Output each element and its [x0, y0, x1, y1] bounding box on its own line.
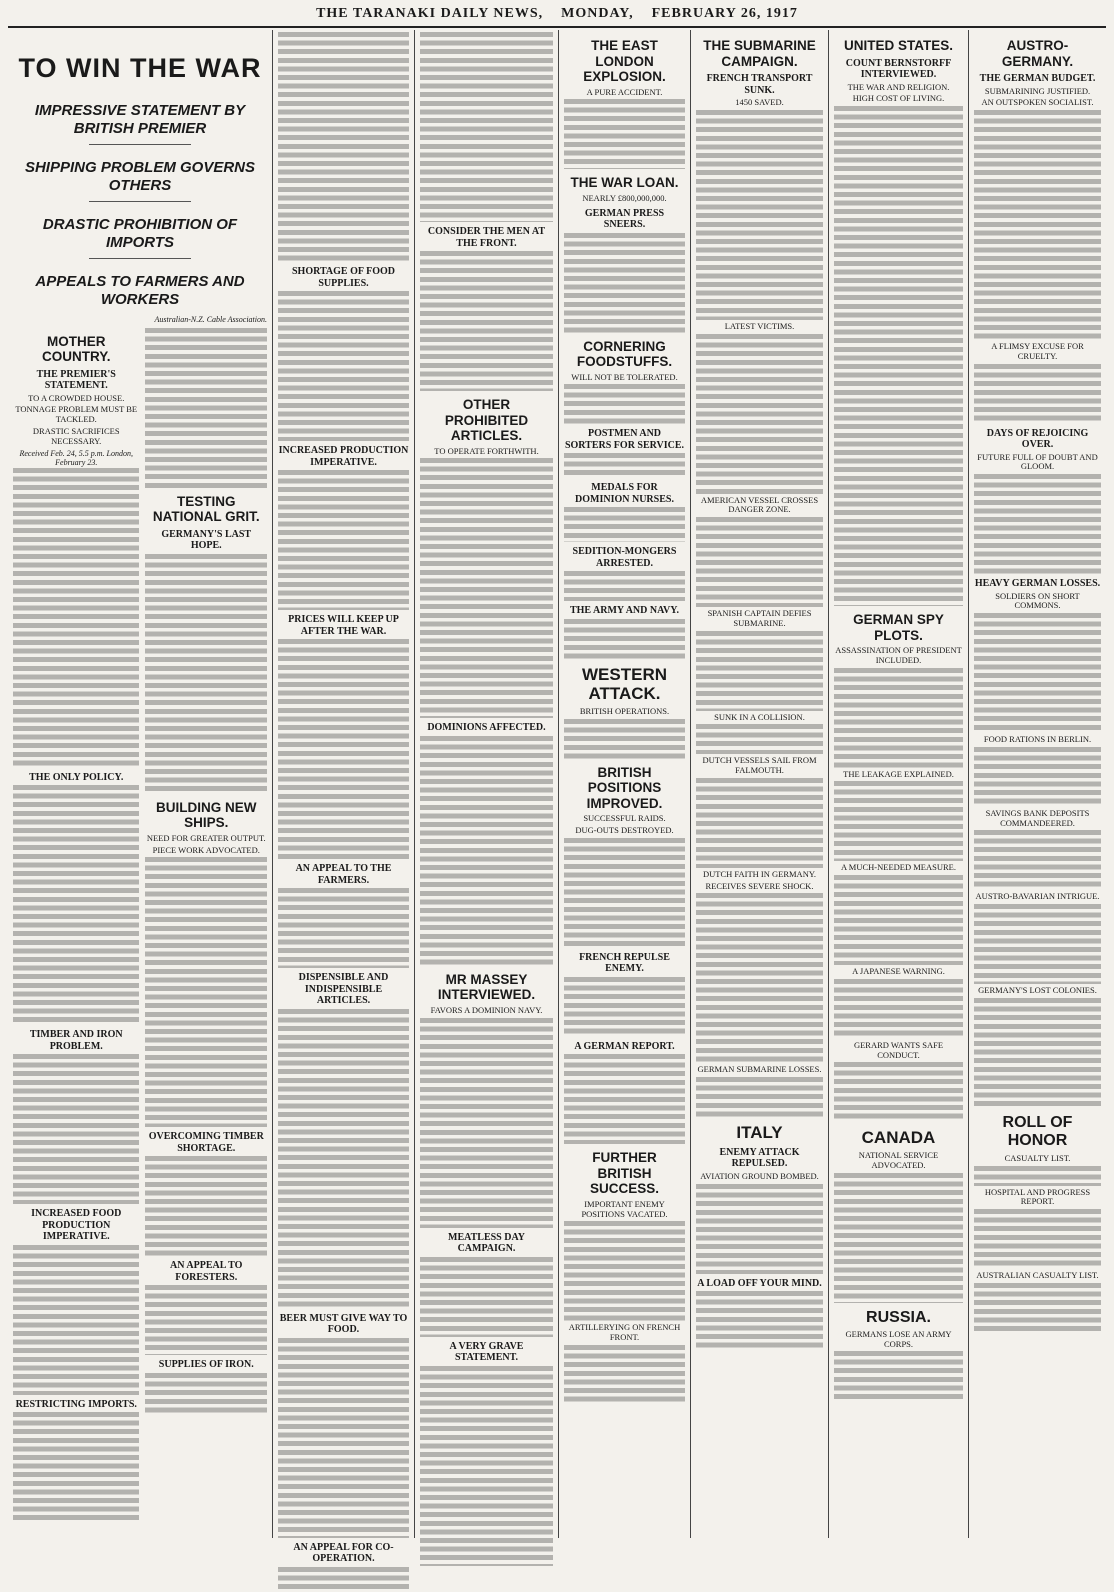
article-body	[696, 1077, 823, 1117]
food-shortage-heading: SHORTAGE OF FOOD SUPPLIES.	[292, 266, 395, 289]
article-body	[834, 106, 963, 606]
article-body	[834, 668, 963, 768]
article-body	[420, 1366, 553, 1566]
roll-of-honor-heading: ROLL OF HONOR	[1002, 1113, 1073, 1150]
article-body	[420, 1018, 553, 1228]
spy-sub-4: A JAPANESE WARNING.	[852, 966, 945, 977]
article-body	[834, 1351, 963, 1401]
meatless-heading: MEATLESS DAY CAMPAIGN.	[448, 1231, 525, 1255]
lead-subhead-4: APPEALS TO FARMERS AND WORKERS	[35, 272, 245, 308]
men-at-front-heading: CONSIDER THE MEN AT THE FRONT.	[427, 226, 546, 249]
losses-sub-3: SAVINGS BANK DEPOSITS COMMANDEERED.	[985, 807, 1090, 828]
mother-country-heading: MOTHER COUNTRY.	[41, 333, 111, 365]
lead-subhead-2: SHIPPING PROBLEM GOVERNS OTHERS	[24, 158, 256, 194]
cornering-sub-1: WILL NOT BE TOLERATED.	[571, 371, 678, 382]
war-loan-sub-1: NEARLY £800,000,000.	[582, 192, 667, 203]
massey-sub: FAVORS A DOMINION NAVY.	[430, 1004, 543, 1015]
article-body	[278, 291, 409, 441]
submarine-sub-6: SUNK IN A COLLISION.	[714, 711, 805, 722]
column-lead-1	[8, 30, 273, 1538]
foresters-heading: AN APPEAL TO FORESTERS.	[170, 1260, 243, 1283]
article-body	[696, 1291, 823, 1351]
losses-sub-4: AUSTRO-BAVARIAN INTRIGUE.	[975, 891, 1100, 902]
positions-sub-2: DUG-OUTS DESTROYED.	[575, 825, 674, 836]
article-body	[564, 507, 685, 542]
column-3	[273, 30, 415, 1564]
us-sub-1: COUNT BERNSTORFF INTERVIEWED.	[845, 57, 952, 81]
cornering-sub-2: POSTMEN AND SORTERS FOR SERVICE.	[564, 428, 685, 451]
war-loan-heading: THE WAR LOAN.	[570, 175, 679, 191]
article-body	[974, 1283, 1101, 1333]
losses-sub-2: FOOD RATIONS IN BERLIN.	[983, 734, 1092, 745]
rejoicing-heading: DAYS OF REJOICING OVER.	[986, 427, 1089, 451]
mother-country-sub-3: TONNAGE PROBLEM MUST BE TACKLED.	[15, 404, 138, 425]
losses-sub-5: GERMANY'S LOST COLONIES.	[978, 985, 1097, 996]
only-policy-heading: THE ONLY POLICY.	[29, 771, 124, 783]
new-ships-sub-2: PIECE WORK ADVOCATED.	[152, 844, 260, 855]
article-body	[834, 1173, 963, 1303]
article-body	[564, 571, 685, 601]
article-body	[696, 110, 823, 320]
timber-shortage-heading: OVERCOMING TIMBER SHORTAGE.	[148, 1131, 264, 1154]
national-grit-sub: GERMANY'S LAST HOPE.	[161, 528, 252, 552]
losses-sub-1: SOLDIERS ON SHORT COMMONS.	[995, 590, 1080, 611]
lead-subhead-3: DRASTIC PROHIBITION OF IMPORTS	[42, 215, 238, 251]
article-body	[145, 857, 267, 1127]
submarine-sub-4: AMERICAN VESSEL CROSSES DANGER ZONE.	[700, 494, 819, 515]
spy-sub-3: A MUCH-NEEDED MEASURE.	[841, 862, 956, 873]
honor-sub-3: AUSTRALIAN CASUALTY LIST.	[976, 1270, 1099, 1281]
submarine-heading: THE SUBMARINE CAMPAIGN.	[703, 38, 816, 69]
column-8	[969, 30, 1106, 1538]
article-body	[145, 1156, 267, 1256]
article-body	[564, 619, 685, 659]
masthead-day: MONDAY,	[561, 6, 634, 21]
mother-country-sub-1: THE PREMIER'S STATEMENT.	[36, 368, 116, 392]
article-body	[834, 1062, 963, 1122]
submarine-sub-1: FRENCH TRANSPORT SUNK.	[706, 73, 813, 96]
canada-heading: CANADA	[861, 1128, 936, 1148]
article-body	[696, 1184, 823, 1274]
article-body	[278, 888, 409, 968]
article-body	[564, 719, 685, 759]
lead-subcol-a	[13, 328, 139, 1522]
cornering-sub-5: THE ARMY AND NAVY.	[569, 605, 680, 617]
article-body	[564, 1221, 685, 1321]
spy-sub-1: ASSASSINATION OF PRESIDENT INCLUDED.	[835, 645, 962, 665]
article-body	[974, 474, 1101, 574]
article-body	[564, 977, 685, 1037]
dispensible-heading: DISPENSIBLE AND INDISPENSIBLE ARTICLES.	[298, 972, 389, 1006]
article-body	[696, 724, 823, 754]
spy-plots-heading: GERMAN SPY PLOTS.	[853, 612, 944, 643]
article-body	[974, 364, 1101, 424]
article-body	[420, 458, 553, 718]
new-ships-sub-1: NEED FOR GREATER OUTPUT.	[146, 832, 266, 843]
farmers-appeal-heading: AN APPEAL TO THE FARMERS.	[295, 863, 392, 886]
article-body	[834, 875, 963, 965]
mother-country-sub-2: TO A CROWDED HOUSE.	[28, 392, 125, 403]
submarine-sub-5: SPANISH CAPTAIN DEFIES SUBMARINE.	[707, 608, 812, 628]
us-heading: UNITED STATES.	[843, 38, 953, 53]
article-body	[145, 328, 267, 488]
explosion-sub: A PURE ACCIDENT.	[586, 86, 663, 97]
article-body	[564, 233, 685, 333]
article-body	[974, 613, 1101, 733]
article-body	[974, 998, 1101, 1108]
cornering-sub-3: MEDALS FOR DOMINION NURSES.	[575, 482, 674, 505]
russia-sub: GERMANS LOSE AN ARMY CORPS.	[845, 1328, 952, 1349]
dominions-heading: DOMINIONS AFFECTED.	[427, 722, 546, 734]
article-body	[564, 453, 685, 478]
massey-heading: MR MASSEY INTERVIEWED.	[437, 971, 536, 1003]
prohibited-articles-sub: TO OPERATE FORTHWITH.	[434, 445, 539, 456]
beer-heading: BEER MUST GIVE WAY TO FOOD.	[279, 1312, 408, 1335]
honor-sub-2: HOSPITAL AND PROGRESS REPORT.	[984, 1186, 1091, 1207]
national-grit-heading: TESTING NATIONAL GRIT.	[152, 493, 260, 525]
article-body	[564, 384, 685, 424]
italy-sub-3: A LOAD OFF YOUR MIND.	[697, 1277, 822, 1289]
article-body	[834, 979, 963, 1039]
italy-sub-1: ENEMY ATTACK REPULSED.	[719, 1146, 800, 1170]
further-success-sub-2: ARTILLERYING ON FRENCH FRONT.	[568, 1322, 681, 1343]
further-success-heading: FURTHER BRITISH SUCCESS.	[589, 1150, 660, 1197]
article-body	[145, 1285, 267, 1355]
explosion-heading: THE EAST LONDON EXPLOSION.	[583, 38, 666, 85]
article-body	[974, 747, 1101, 807]
western-attack-heading: WESTERN ATTACK.	[582, 664, 667, 704]
rejoicing-sub: FUTURE FULL OF DOUBT AND GLOOM.	[977, 451, 1098, 472]
article-body	[834, 781, 963, 861]
article-body	[13, 1412, 139, 1522]
production-imperative-heading: INCREASED PRODUCTION IMPERATIVE.	[278, 445, 409, 468]
article-body	[13, 468, 139, 768]
article-body	[145, 1373, 267, 1413]
cooperation-heading: AN APPEAL FOR CO-OPERATION.	[293, 1541, 394, 1564]
article-body	[974, 110, 1101, 340]
masthead-paper: THE TARANAKI DAILY NEWS,	[316, 6, 544, 21]
timber-iron-heading: TIMBER AND IRON PROBLEM.	[29, 1029, 123, 1052]
us-sub-3: HIGH COST OF LIVING.	[852, 93, 945, 104]
lead-headline: TO WIN THE WAR	[18, 53, 262, 83]
column-7	[829, 30, 969, 1538]
article-body	[696, 334, 823, 494]
article-body	[145, 554, 267, 794]
further-success-sub-1: IMPORTANT ENEMY POSITIONS VACATED.	[581, 1198, 668, 1219]
prices-heading: PRICES WILL KEEP UP AFTER THE WAR.	[288, 614, 399, 637]
positions-sub-1: SUCCESSFUL RAIDS.	[583, 813, 666, 824]
article-body	[278, 639, 409, 859]
masthead	[8, 6, 1106, 28]
article-body	[564, 838, 685, 948]
cornering-heading: CORNERING FOODSTUFFS.	[576, 338, 673, 370]
article-body	[278, 1338, 409, 1538]
article-body	[564, 1345, 685, 1405]
mother-country-dateline: Received Feb. 24, 5.5 p.m. London, February 23.	[19, 448, 133, 467]
lead-subhead-1: IMPRESSIVE STATEMENT BY BRITISH PREMIER	[34, 101, 246, 137]
us-sub-2: THE WAR AND RELIGION.	[847, 81, 950, 92]
austro-sub-2: SUBMARINING JUSTIFIED.	[984, 85, 1091, 96]
article-body	[420, 736, 553, 966]
article-body	[278, 32, 409, 262]
russia-heading: RUSSIA.	[866, 1308, 931, 1326]
article-body	[278, 1009, 409, 1309]
article-body	[974, 1166, 1101, 1186]
restricting-imports-heading: RESTRICTING IMPORTS.	[15, 1398, 137, 1410]
food-production-heading: INCREASED FOOD PRODUCTION IMPERATIVE.	[31, 1208, 122, 1243]
new-ships-heading: BUILDING NEW SHIPS.	[155, 799, 257, 831]
article-body	[420, 1257, 553, 1337]
column-4	[415, 30, 559, 1538]
submarine-sub-2: 1450 SAVED.	[735, 97, 784, 108]
austro-sub-4: A FLIMSY EXCUSE FOR CRUELTY.	[991, 341, 1084, 361]
mother-country-sub-4: DRASTIC SACRIFICES NECESSARY.	[32, 426, 120, 446]
article-body	[13, 1054, 139, 1204]
submarine-sub-8: DUTCH FAITH IN GERMANY.	[702, 868, 817, 879]
article-body	[696, 778, 823, 868]
austro-germany-heading: AUSTRO-GERMANY.	[1001, 38, 1074, 69]
positions-sub-3: FRENCH REPULSE ENEMY.	[579, 951, 670, 975]
italy-heading: ITALY	[736, 1123, 783, 1143]
canada-sub: NATIONAL SERVICE ADVOCATED.	[858, 1149, 939, 1170]
cornering-sub-4: SEDITION-MONGERS ARRESTED.	[572, 546, 677, 569]
article-body	[420, 251, 553, 391]
heavy-losses-heading: HEAVY GERMAN LOSSES.	[974, 578, 1101, 590]
article-body	[696, 631, 823, 711]
prohibited-articles-heading: OTHER PROHIBITED ARTICLES.	[444, 397, 529, 444]
article-body	[974, 904, 1101, 984]
grave-statement-heading: A VERY GRAVE STATEMENT.	[449, 1340, 524, 1364]
italy-sub-2: AVIATION GROUND BOMBED.	[700, 1170, 819, 1181]
submarine-sub-7: DUTCH VESSELS SAIL FROM FALMOUTH.	[702, 755, 817, 776]
submarine-sub-10: GERMAN SUBMARINE LOSSES.	[697, 1064, 822, 1075]
column-6	[691, 30, 829, 1538]
honor-sub-1: CASUALTY LIST.	[1004, 1152, 1071, 1163]
austro-sub-3: AN OUTSPOKEN SOCIALIST.	[981, 97, 1094, 108]
article-body	[696, 893, 823, 1063]
article-body	[13, 1245, 139, 1395]
article-body	[420, 32, 553, 222]
iron-supplies-heading: SUPPLIES OF IRON.	[158, 1359, 254, 1371]
article-body	[564, 1054, 685, 1144]
western-attack-sub: BRITISH OPERATIONS.	[579, 705, 670, 716]
positions-improved-heading: BRITISH POSITIONS IMPROVED.	[586, 764, 663, 811]
masthead-date: FEBRUARY 26, 1917	[651, 6, 798, 21]
article-body	[13, 785, 139, 1025]
article-body	[696, 517, 823, 607]
article-body	[278, 1567, 409, 1592]
lead-credit: Australian-N.Z. Cable Association.	[154, 314, 267, 324]
austro-sub-1: THE GERMAN BUDGET.	[979, 73, 1096, 85]
lead-subcol-b	[145, 328, 267, 1522]
submarine-sub-9: RECEIVES SEVERE SHOCK.	[705, 880, 814, 891]
positions-sub-4: A GERMAN REPORT.	[574, 1040, 675, 1052]
article-body	[974, 830, 1101, 890]
spy-sub-5: GERARD WANTS SAFE CONDUCT.	[853, 1039, 944, 1060]
article-body	[974, 1209, 1101, 1269]
column-5	[559, 30, 691, 1538]
war-loan-sub-2: GERMAN PRESS SNEERS.	[584, 207, 665, 231]
submarine-sub-3: LATEST VICTIMS.	[724, 320, 795, 331]
article-body	[278, 470, 409, 610]
article-body	[564, 99, 685, 169]
spy-sub-2: THE LEAKAGE EXPLAINED.	[843, 768, 954, 779]
